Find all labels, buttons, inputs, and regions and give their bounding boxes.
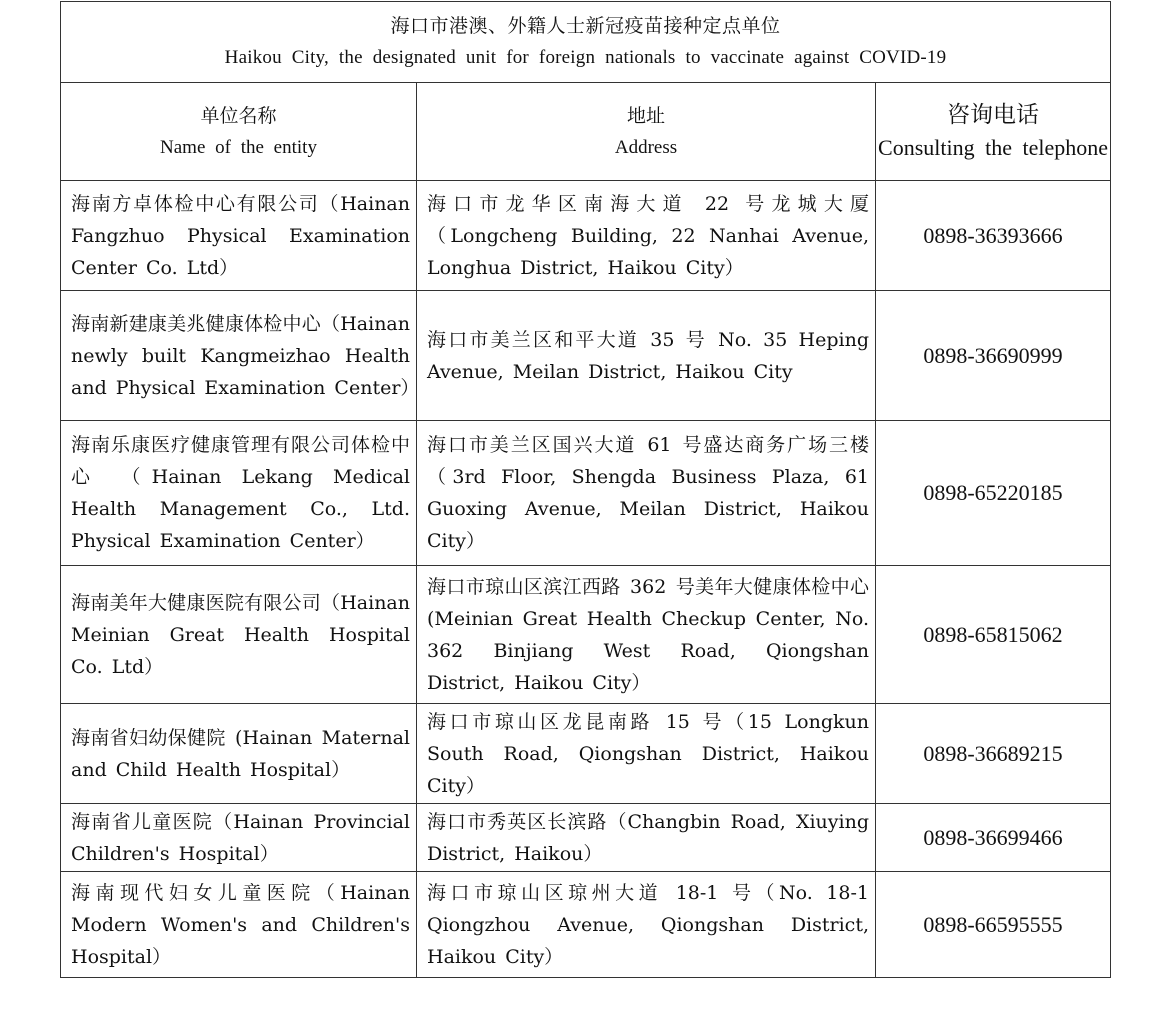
address-cell: 海口市琼山区龙昆南路 15 号（15 Longkun South Road, Qiongshan District, Haikou City） <box>417 704 876 804</box>
address-cell: 海口市美兰区和平大道 35 号 No. 35 Heping Avenue, Meilan District, Haikou City <box>417 291 876 421</box>
column-header-row <box>61 83 1111 181</box>
phone-cell: 0898-36699466 <box>876 804 1111 872</box>
vaccination-units-document <box>60 1 1110 978</box>
header-phone-cn: 咨询电话 <box>947 102 1039 128</box>
entity-name-cell: 海南现代妇女儿童医院（Hainan Modern Women's and Children's Hospital） <box>61 872 417 978</box>
address-cell: 海口市秀英区长滨路（Changbin Road, Xiuying District, Haikou） <box>417 804 876 872</box>
table-row <box>61 704 1111 804</box>
entity-name-cell: 海南省儿童医院（Hainan Provincial Children's Hospital） <box>61 804 417 872</box>
header-name-en: Name of the entity <box>160 136 317 158</box>
header-name-cn: 单位名称 <box>200 104 277 127</box>
vaccination-units-table <box>60 1 1111 978</box>
entity-name-cell: 海南省妇幼保健院 (Hainan Maternal and Child Health Hospital） <box>61 704 417 804</box>
phone-cell: 0898-36689215 <box>876 704 1111 804</box>
address-cell: 海口市琼山区滨江西路 362 号美年大健康体检中心 (Meinian Great Health Checkup Center, No. 362 Binjiang West Road, Qiongshan District, Haikou City） <box>417 566 876 704</box>
column-header-phone <box>876 83 1111 181</box>
table-row <box>61 181 1111 291</box>
address-cell: 海口市琼山区琼州大道 18-1 号（No. 18-1 Qiongzhou Avenue, Qiongshan District, Haikou City） <box>417 872 876 978</box>
phone-cell: 0898-36393666 <box>876 181 1111 291</box>
entity-name-cell: 海南方卓体检中心有限公司（Hainan Fangzhuo Physical Examination Center Co. Ltd） <box>61 181 417 291</box>
table-title-row <box>61 2 1111 83</box>
phone-cell: 0898-65815062 <box>876 566 1111 704</box>
phone-cell: 0898-36690999 <box>876 291 1111 421</box>
header-address-cn: 地址 <box>626 104 665 127</box>
entity-name-cell: 海南新建康美兆健康体检中心（Hainan newly built Kangmeizhao Health and Physical Examination Center） <box>61 291 417 421</box>
header-phone-en: Consulting the telephone <box>878 135 1108 160</box>
table-row <box>61 872 1111 978</box>
address-cell: 海口市美兰区国兴大道 61 号盛达商务广场三楼（3rd Floor, Shengda Business Plaza, 61 Guoxing Avenue, Meilan District, Haikou City） <box>417 421 876 566</box>
phone-cell: 0898-66595555 <box>876 872 1111 978</box>
entity-name-cell: 海南美年大健康医院有限公司（Hainan Meinian Great Health Hospital Co. Ltd） <box>61 566 417 704</box>
phone-cell: 0898-65220185 <box>876 421 1111 566</box>
column-header-name <box>61 83 417 181</box>
column-header-address <box>417 83 876 181</box>
table-row <box>61 566 1111 704</box>
table-row <box>61 804 1111 872</box>
header-address-en: Address <box>614 136 678 158</box>
title-english: Haikou City, the designated unit for foreign nationals to vaccinate against COVID-19 <box>224 47 947 68</box>
entity-name-cell: 海南乐康医疗健康管理有限公司体检中心 （Hainan Lekang Medical Health Management Co., Ltd. Physical Examination Center） <box>61 421 417 566</box>
table-row <box>61 421 1111 566</box>
title-chinese: 海口市港澳、外籍人士新冠疫苗接种定点单位 <box>390 15 781 37</box>
table-row <box>61 291 1111 421</box>
address-cell: 海口市龙华区南海大道 22 号龙城大厦（Longcheng Building, 22 Nanhai Avenue, Longhua District, Haikou City） <box>417 181 876 291</box>
table-title <box>61 2 1111 83</box>
